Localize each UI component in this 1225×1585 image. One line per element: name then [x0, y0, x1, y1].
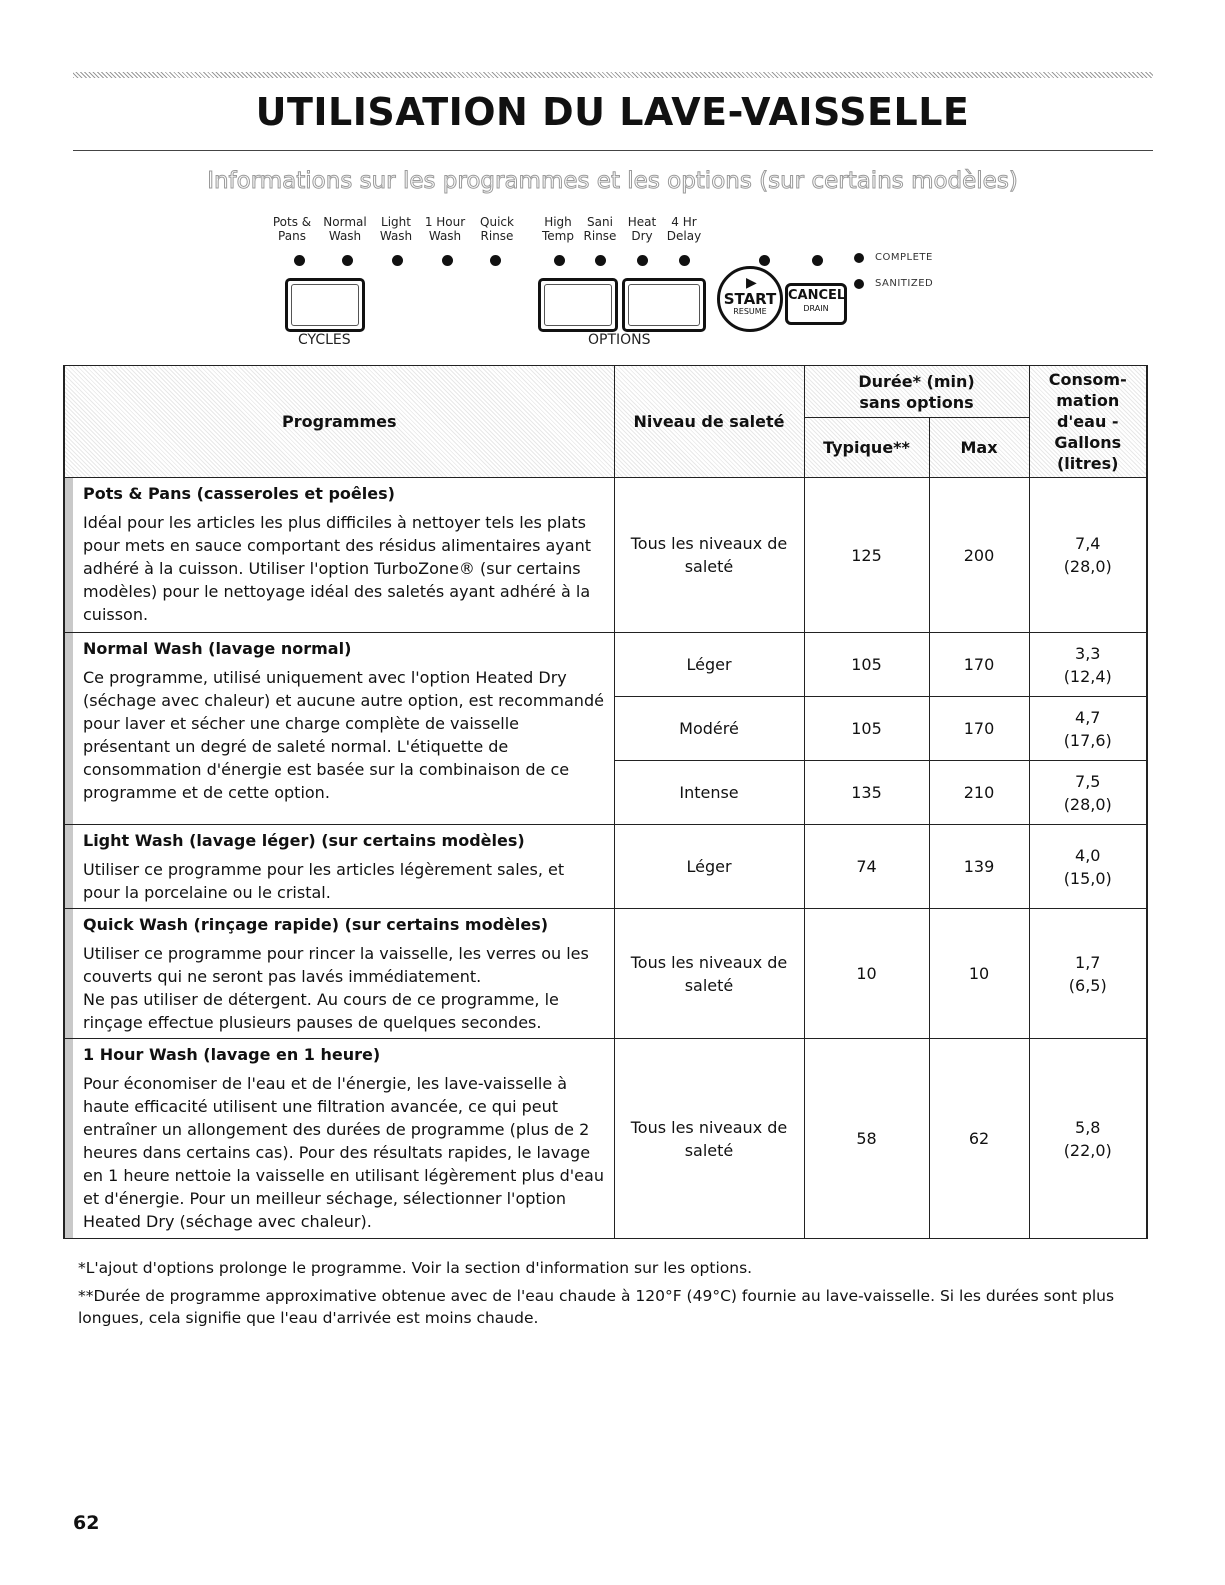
programme-title: Quick Wash (rinçage rapide) (sur certains modèles) [83, 915, 549, 934]
page-title: UTILISATION DU LAVE-VAISSELLE [255, 90, 970, 134]
programme-description: Pour économiser de l'eau et de l'énergie, les lave-vaisselle à haute efficacité utilisent une filtration avancée, ce qui peut entraîner un allongement des durées de programme (plus de 2 heures dans certains cas). Pour des résultats rapides, le lavage en 1 heure nettoie la vaisselle en utilisant légèrement plus d'eau et d'énergie. Pour un meilleur séchage, sélectionner l'option Heated Dry (séchage avec chaleur). [83, 1074, 604, 1231]
water-cell: 1,7 (6,5) [1029, 909, 1147, 1039]
niveau-cell: Tous les niveaux de saleté [614, 1039, 804, 1239]
option-button-2 [622, 278, 706, 332]
programme-description: Utiliser ce programme pour rincer la vaisselle, les verres ou les couverts qui ne seront pas lavés immédiatement. Ne pas utiliser de détergent. Au cours de ce programme, le rinçage effectue plusieurs pauses de quelques secondes. [83, 944, 589, 1032]
footnote-1: *L'ajout d'options prolonge le programme. Voir la section d'information sur les options. [78, 1259, 753, 1277]
programme-description: Utiliser ce programme pour les articles légèrement sales, et pour la porcelaine ou le cristal. [83, 860, 565, 902]
programme-description: Ce programme, utilisé uniquement avec l'option Heated Dry (séchage avec chaleur) et aucune autre option, est recommandé pour laver et sécher une charge complète de vaisselle présentant un degré de saleté normal. L'étiquette de consommation d'énergie est basée sur la combinaison de ce programme et de cette option. [83, 668, 604, 802]
header-consommation: Consom- mation d'eau - Gallons (litres) [1029, 366, 1147, 478]
option-label-sani-rinse: Sani Rinse [583, 215, 617, 243]
table-row [64, 1039, 1147, 1239]
water-cell: 4,0 (15,0) [1029, 825, 1147, 909]
cycle-label-quick-rinse: Quick Rinse [480, 215, 514, 243]
option-button-1 [538, 278, 618, 332]
cancel-label: CANCEL [788, 288, 846, 303]
max-cell: 200 [929, 478, 1029, 633]
table-row [64, 633, 1147, 697]
page-number: 62 [73, 1512, 100, 1534]
play-icon: ▶ [746, 275, 757, 291]
typique-cell: 74 [804, 825, 929, 909]
cycles-label: CYCLES [298, 332, 351, 348]
cycle-label-1-hour-wash: 1 Hour Wash [424, 215, 466, 243]
water-cell: 5,8 (22,0) [1029, 1039, 1147, 1239]
led-1-hour-wash [442, 255, 453, 266]
programme-cell [64, 825, 614, 909]
cancel-drain-button [785, 283, 847, 325]
header-niveau: Niveau de saleté [614, 366, 804, 478]
led-sani-rinse [595, 255, 606, 266]
niveau-cell: Intense [614, 761, 804, 825]
cycle-label-light-wash: Light Wash [379, 215, 413, 243]
header-typique: Typique** [804, 418, 929, 478]
typique-cell: 58 [804, 1039, 929, 1239]
table-row [64, 909, 1147, 1039]
start-label: START [723, 290, 777, 308]
led-cancel [812, 255, 823, 266]
status-label-complete: COMPLETE [875, 252, 933, 263]
typique-cell: 135 [804, 761, 929, 825]
max-cell: 10 [929, 909, 1029, 1039]
max-cell: 139 [929, 825, 1029, 909]
led-quick-rinse [490, 255, 501, 266]
led-light-wash [392, 255, 403, 266]
table-row [64, 825, 1147, 909]
cycles-button [285, 278, 365, 332]
led-start [759, 255, 770, 266]
led-4hr-delay [679, 255, 690, 266]
typique-cell: 105 [804, 697, 929, 761]
programme-title: 1 Hour Wash (lavage en 1 heure) [83, 1045, 381, 1064]
water-cell: 7,4 (28,0) [1029, 478, 1147, 633]
programme-title: Light Wash (lavage léger) (sur certains modèles) [83, 831, 525, 850]
start-resume-button [717, 266, 783, 332]
header-max: Max [929, 418, 1029, 478]
programme-cell [64, 478, 614, 633]
led-high-temp [554, 255, 565, 266]
resume-label: RESUME [733, 307, 767, 316]
typique-cell: 105 [804, 633, 929, 697]
niveau-cell: Tous les niveaux de saleté [614, 909, 804, 1039]
cycle-label-pots-pans: Pots & Pans [272, 215, 312, 243]
table-row [64, 478, 1147, 633]
programme-description: Idéal pour les articles les plus difficiles à nettoyer tels les plats pour mets en sauce comportant des résidus alimentaires ayant adhéré à la cuisson. Utiliser l'option TurboZone® (sur certains modèles) pour le nettoyage idéal des saletés ayant adhéré à la cuisson. [83, 513, 591, 624]
header-programmes: Programmes [64, 366, 614, 478]
max-cell: 170 [929, 633, 1029, 697]
footnote-2: **Durée de programme approximative obtenue avec de l'eau chaude à 120°F (49°C) fournie au lave-vaisselle. Si les durées sont plus longues, cela signifie que l'eau d'arrivée est moins chaude. [78, 1287, 1115, 1327]
cycle-label-normal-wash: Normal Wash [323, 215, 367, 243]
drain-label: DRAIN [803, 304, 829, 313]
water-cell: 4,7 (17,6) [1029, 697, 1147, 761]
cycle-table [63, 365, 1148, 1239]
water-cell: 3,3 (12,4) [1029, 633, 1147, 697]
status-label-sanitized: SANITIZED [875, 278, 934, 289]
programme-cell [64, 633, 614, 825]
max-cell: 170 [929, 697, 1029, 761]
programme-title: Pots & Pans (casseroles et poêles) [83, 484, 395, 503]
control-panel-diagram [270, 210, 970, 350]
section-subtitle: Informations sur les programmes et les options (sur certains modèles) [207, 168, 1018, 194]
led-pots-pans [294, 255, 305, 266]
programme-cell [64, 1039, 614, 1239]
programme-title: Normal Wash (lavage normal) [83, 639, 352, 658]
max-cell: 62 [929, 1039, 1029, 1239]
niveau-cell: Tous les niveaux de saleté [614, 478, 804, 633]
option-label-4hr-delay: 4 Hr Delay [666, 215, 702, 243]
max-cell: 210 [929, 761, 1029, 825]
led-normal-wash [342, 255, 353, 266]
option-label-high-temp: High Temp [542, 215, 574, 243]
header-duree: Durée* (min) sans options [804, 366, 1029, 418]
niveau-cell: Modéré [614, 697, 804, 761]
typique-cell: 10 [804, 909, 929, 1039]
top-decorative-band [73, 72, 1153, 78]
option-label-heat-dry: Heat Dry [627, 215, 657, 243]
water-cell: 7,5 (28,0) [1029, 761, 1147, 825]
niveau-cell: Léger [614, 825, 804, 909]
title-divider [73, 150, 1153, 151]
led-sanitized [854, 279, 864, 289]
led-heat-dry [637, 255, 648, 266]
options-label: OPTIONS [588, 332, 651, 348]
niveau-cell: Léger [614, 633, 804, 697]
led-complete [854, 253, 864, 263]
programme-cell [64, 909, 614, 1039]
typique-cell: 125 [804, 478, 929, 633]
